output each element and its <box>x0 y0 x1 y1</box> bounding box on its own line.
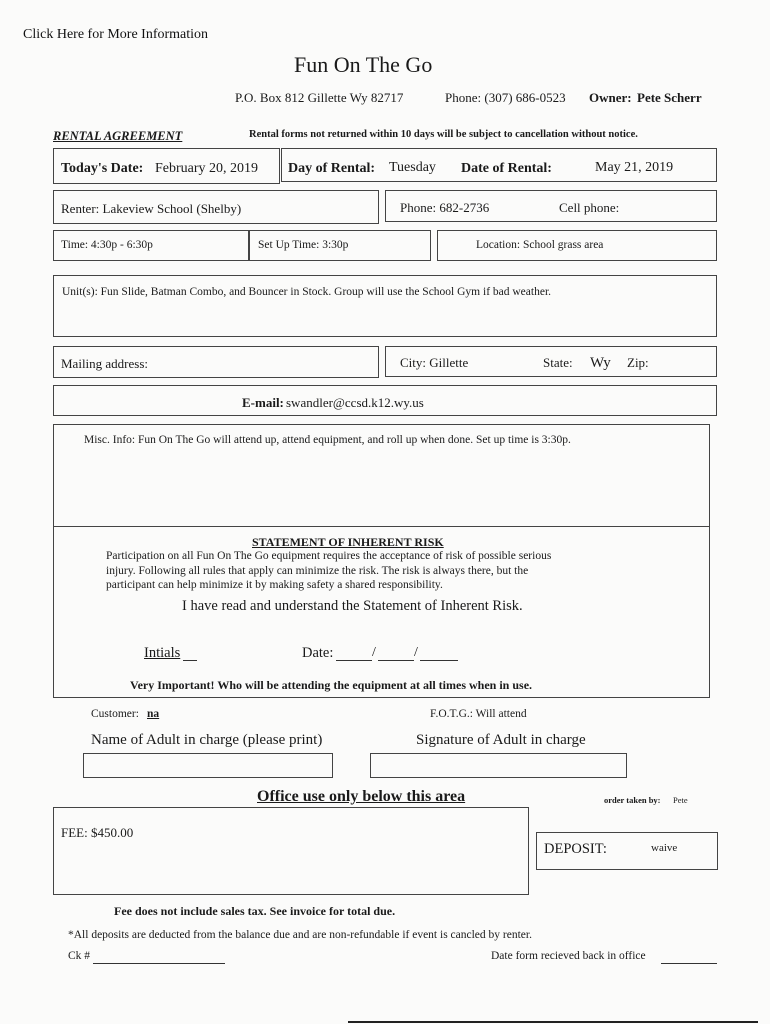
company-phone: Phone: (307) 686-0523 <box>445 90 566 105</box>
location-field[interactable]: Location: School grass area <box>476 239 604 251</box>
adult-name-input[interactable] <box>83 753 333 778</box>
risk-statement <box>106 549 606 593</box>
date-received-label: Date form recieved back in office <box>491 950 646 962</box>
day-of-rental-value[interactable]: Tuesday <box>389 160 436 175</box>
misc-info-field[interactable]: Misc. Info: Fun On The Go will attend up, attend equipment, and roll up when done. Set up time is 3:30p. <box>84 434 571 446</box>
phone-field[interactable]: Phone: 682-2736 <box>400 200 490 215</box>
deposits-note: *All deposits are deducted from the balance due and are non-refundable if event is cancled by renter. <box>68 929 532 941</box>
risk-title: STATEMENT OF INHERENT RISK <box>252 535 444 549</box>
risk-date-label: Date: <box>302 645 334 661</box>
date-year-line[interactable] <box>420 660 458 661</box>
office-use-title: Office use only below this area <box>257 788 466 805</box>
risk-line-1: Participation on all Fun On The Go equipment requires the acceptance of risk of possible serious <box>106 550 552 562</box>
company-name: Fun On The Go <box>294 52 433 77</box>
risk-acknowledgement: I have read and understand the Statement of Inherent Risk. <box>182 598 523 614</box>
cell-phone-field[interactable]: Cell phone: <box>559 200 620 215</box>
day-of-rental-label: Day of Rental: <box>288 161 376 176</box>
renter-field[interactable]: Renter: Lakeview School (Shelby) <box>61 201 242 216</box>
initials-label: Intials <box>144 645 181 661</box>
units-box <box>53 275 717 337</box>
mailing-address-field[interactable]: Mailing address: <box>61 356 149 371</box>
time-field[interactable]: Time: 4:30p - 6:30p <box>61 239 153 251</box>
fee-box <box>53 807 529 895</box>
customer-label: Customer: <box>91 708 139 720</box>
zip-field[interactable]: Zip: <box>627 355 649 370</box>
risk-line-3: participant can help minimize it by making safety a shared responsibility. <box>106 579 443 591</box>
more-info-link[interactable]: Click Here for More Information <box>23 27 209 42</box>
check-number-line[interactable] <box>93 963 225 964</box>
units-field[interactable]: Unit(s): Fun Slide, Batman Combo, and Bouncer in Stock. Group will use the School Gym if bad weather. <box>62 286 552 298</box>
sales-tax-note: Fee does not include sales tax. See invoice for total due. <box>114 904 396 918</box>
adult-signature-input[interactable] <box>370 753 627 778</box>
email-label: E-mail: <box>242 395 284 410</box>
customer-value[interactable]: na <box>147 708 160 720</box>
order-taken-label: order taken by: <box>604 795 661 805</box>
date-received-line[interactable] <box>661 963 717 964</box>
adult-signature-label: Signature of Adult in charge <box>416 732 586 748</box>
deposit-value: waive <box>651 842 678 854</box>
date-of-rental-value[interactable]: May 21, 2019 <box>595 160 674 175</box>
deposit-label: DEPOSIT: <box>544 841 607 857</box>
risk-line-2: injury. Following all rules that apply can minimize the risk. The risk is always there, but the <box>106 564 529 577</box>
rental-agreement-title: RENTAL AGREEMENT <box>53 129 183 143</box>
check-number-label: Ck # <box>68 950 91 962</box>
fotg-attend: F.O.T.G.: Will attend <box>430 708 527 720</box>
state-label: State: <box>543 355 573 370</box>
risk-divider <box>53 526 710 527</box>
date-of-rental-label: Date of Rental: <box>461 161 552 176</box>
todays-date-value[interactable]: February 20, 2019 <box>155 161 259 176</box>
order-taken-value: Pete <box>673 795 688 805</box>
date-slash-1: / <box>372 645 376 660</box>
owner-name: Pete Scherr <box>637 90 702 105</box>
state-value[interactable]: Wy <box>590 355 611 371</box>
date-month-line[interactable] <box>336 660 372 661</box>
todays-date-label: Today's Date: <box>61 161 144 176</box>
cancellation-notice: Rental forms not returned within 10 days will be subject to cancellation without notice. <box>249 129 638 140</box>
city-field[interactable]: City: Gillette <box>400 355 469 370</box>
date-day-line[interactable] <box>378 660 414 661</box>
initials-line[interactable] <box>183 660 197 661</box>
bottom-rule <box>348 1021 758 1023</box>
date-slash-2: / <box>414 645 418 660</box>
fee-field: FEE: $450.00 <box>61 825 134 840</box>
very-important-note: Very Important! Who will be attending the equipment at all times when in use. <box>130 678 533 692</box>
owner-label: Owner: <box>589 90 632 105</box>
adult-name-label: Name of Adult in charge (please print) <box>91 732 323 748</box>
email-field[interactable]: swandler@ccsd.k12.wy.us <box>286 395 424 410</box>
company-address: P.O. Box 812 Gillette Wy 82717 <box>235 90 404 105</box>
setup-time-field[interactable]: Set Up Time: 3:30p <box>258 239 349 251</box>
